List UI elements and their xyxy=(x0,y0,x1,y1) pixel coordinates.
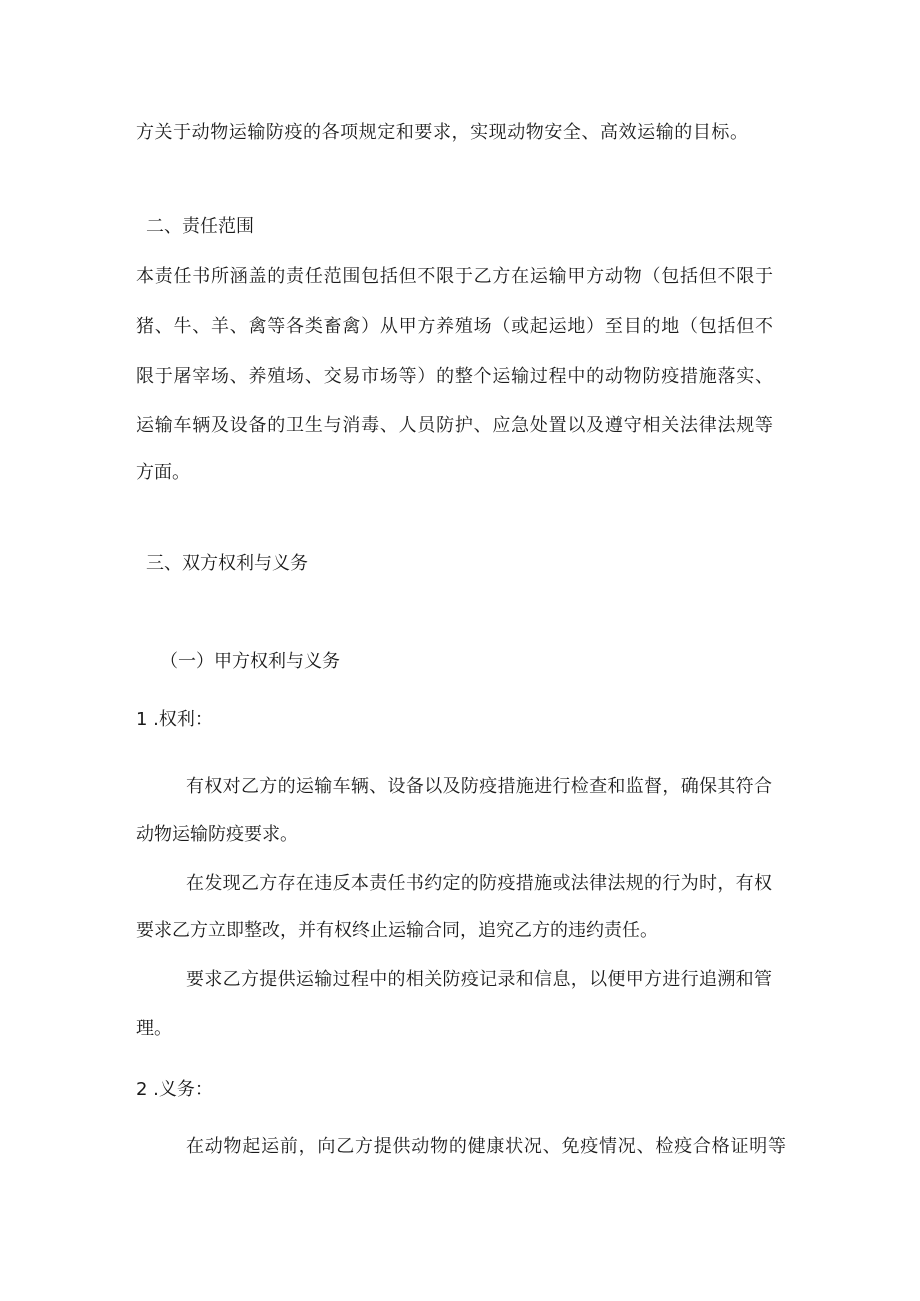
scope-paragraph-line: 方面。 xyxy=(136,462,190,483)
rights-item-line: 要求乙方提供运输过程中的相关防疫记录和信息，以便甲方进行追溯和管 xyxy=(186,969,772,990)
duties-label: 2 .义务： xyxy=(136,1079,213,1100)
rights-item-line: 在发现乙方存在违反本责任书约定的防疫措施或法律法规的行为时，有权 xyxy=(186,873,772,894)
subsection-heading-party-a: （一）甲方权利与义务 xyxy=(160,651,340,672)
section-heading-responsibility-scope: 二、责任范围 xyxy=(146,216,254,237)
scope-paragraph-line: 限于屠宰场、养殖场、交易市场等）的整个运输过程中的动物防疫措施落实、 xyxy=(136,366,773,387)
rights-label: 1 .权利： xyxy=(136,709,213,730)
scope-paragraph-line: 本责任书所涵盖的责任范围包括但不限于乙方在运输甲方动物（包括但不限于 xyxy=(136,266,773,287)
intro-tail-line: 方关于动物运输防疫的各项规定和要求，实现动物安全、高效运输的目标。 xyxy=(136,122,748,143)
rights-item-line: 动物运输防疫要求。 xyxy=(136,824,298,845)
rights-item-line: 有权对乙方的运输车辆、设备以及防疫措施进行检查和监督，确保其符合 xyxy=(186,776,772,797)
scope-paragraph-line: 猪、牛、羊、禽等各类畜禽）从甲方养殖场（或起运地）至目的地（包括但不 xyxy=(136,316,773,337)
rights-item-line: 要求乙方立即整改，并有权终止运输合同，追究乙方的违约责任。 xyxy=(136,920,658,941)
section-heading-rights-obligations: 三、双方权利与义务 xyxy=(146,553,308,574)
rights-item-line: 理。 xyxy=(136,1018,172,1039)
scope-paragraph-line: 运输车辆及设备的卫生与消毒、人员防护、应急处置以及遵守相关法律法规等 xyxy=(136,415,773,436)
duties-item-line: 在动物起运前，向乙方提供动物的健康状况、免疫情况、检疫合格证明等 xyxy=(186,1136,786,1157)
